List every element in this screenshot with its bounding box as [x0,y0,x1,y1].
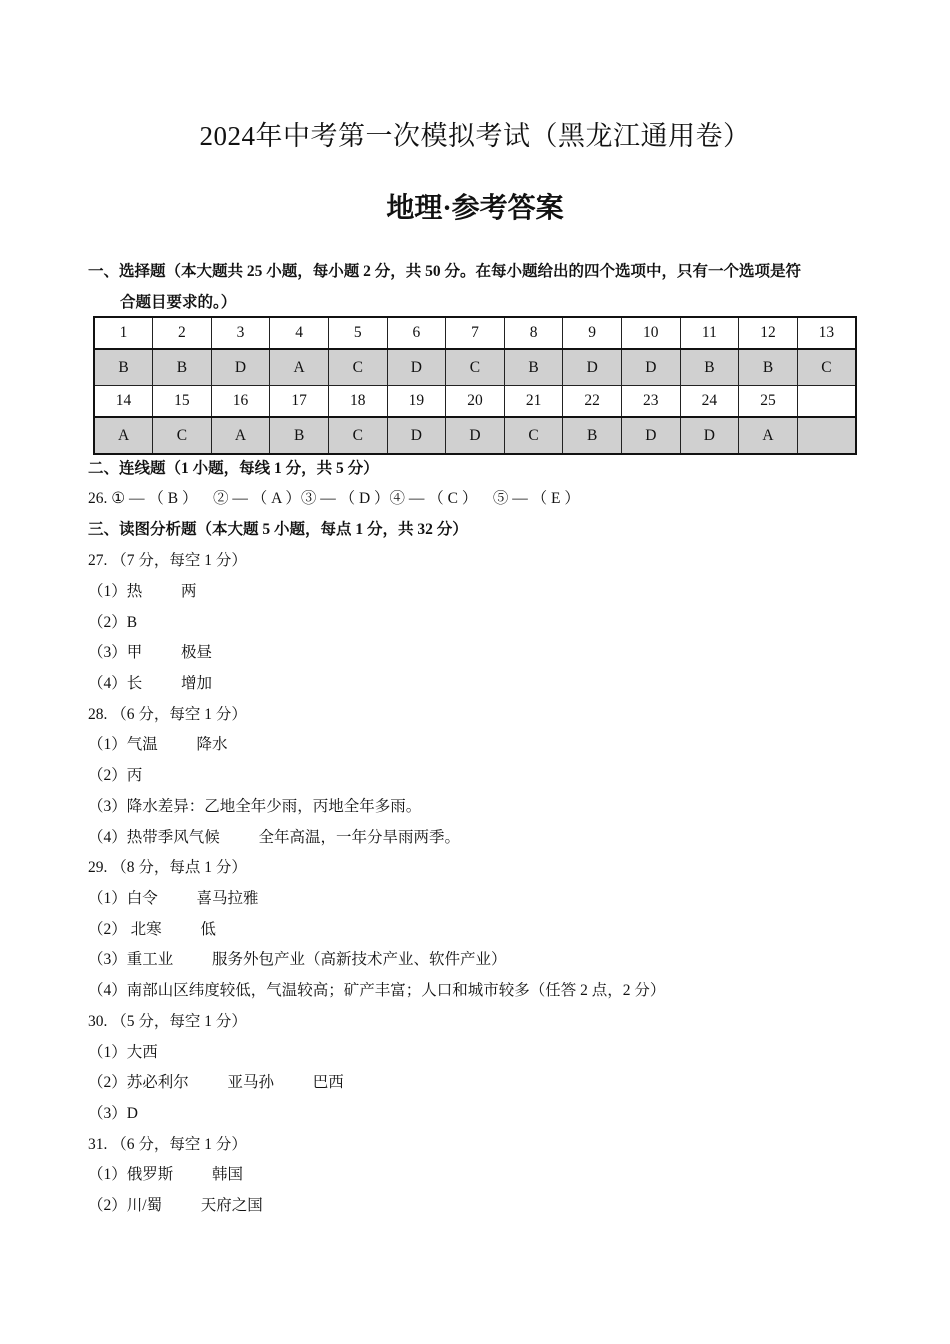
question-number: 9 [563,317,622,349]
answer-cell: D [211,349,270,386]
answer-cell: B [739,349,798,386]
answer-cell: A [211,417,270,454]
answer-cell: C [328,417,387,454]
answer-cell: C [797,349,856,386]
question-number-row [94,386,856,418]
section3-heading: 三、读图分析题（本大题 5 小题，每点 1 分，共 32 分） [88,521,468,538]
answer-line: （2）丙 [88,767,143,784]
answer-line: （3）D [88,1105,138,1122]
answer-cell: B [680,349,739,386]
answer-line: （2）川/蜀 天府之国 [88,1197,263,1214]
answer-line: （2） 北寒 低 [88,921,216,938]
section2-heading: 二、连线题（1 小题，每线 1 分，共 5 分） [88,460,379,477]
answer-line: （4）热带季风气候 全年高温，一年分旱雨两季。 [88,829,461,846]
answer-cell [797,417,856,454]
section1-heading: 一、选择题（本大题共 25 小题，每小题 2 分，共 50 分。在每小题给出的四个选项中，只有一个选项是符 [88,263,802,280]
question-number: 17 [270,386,329,418]
question-number-row [94,317,856,349]
question-number: 7 [446,317,505,349]
question-26-answer: 26. ① — （ B ） ② — （ A ）③ — （ D ）④ — （ C ） ⑤ — （ E ） [88,490,580,507]
question-number: 14 [94,386,153,418]
question-number: 6 [387,317,446,349]
multiple-choice-answer-table [93,316,857,455]
answer-cell: D [680,417,739,454]
answer-cell: A [94,417,153,454]
question-number: 10 [621,317,680,349]
answer-line: （1）气温 降水 [88,736,228,753]
answer-row [94,417,856,454]
answer-cell: C [153,417,212,454]
answer-cell: B [504,349,563,386]
question-30-heading: 30. （5 分，每空 1 分） [88,1013,247,1030]
question-number: 2 [153,317,212,349]
answer-line: （3）降水差异：乙地全年少雨，丙地全年多雨。 [88,798,422,815]
question-number: 25 [739,386,798,418]
question-27-heading: 27. （7 分，每空 1 分） [88,552,247,569]
question-number: 13 [797,317,856,349]
answer-line: （2）苏必利尔 亚马孙 巴西 [88,1074,344,1091]
page-subtitle: 地理·参考答案 [386,193,564,224]
answer-cell: C [504,417,563,454]
answer-line: （1）白令 喜马拉雅 [88,890,259,907]
question-number: 22 [563,386,622,418]
question-number: 1 [94,317,153,349]
question-number: 4 [270,317,329,349]
question-28-heading: 28. （6 分，每空 1 分） [88,706,247,723]
question-number: 12 [739,317,798,349]
answer-line: （3）重工业 服务外包产业（高新技术产业、软件产业） [88,951,507,968]
answer-cell: D [446,417,505,454]
answer-cell: C [446,349,505,386]
question-number: 15 [153,386,212,418]
answer-line: （2）B [88,614,138,631]
answer-cell: D [563,349,622,386]
section1-heading-continued: 合题目要求的。） [120,294,237,311]
answer-cell: B [94,349,153,386]
answer-cell: A [739,417,798,454]
answer-cell: C [328,349,387,386]
answer-cell: A [270,349,329,386]
answer-line: （4）南部山区纬度较低，气温较高；矿产丰富；人口和城市较多（任答 2 点，2 分） [88,982,666,999]
question-number: 18 [328,386,387,418]
question-number: 21 [504,386,563,418]
answer-cell: D [387,417,446,454]
question-number: 5 [328,317,387,349]
answer-cell: B [153,349,212,386]
answer-line: （1）大西 [88,1044,158,1061]
answer-cell: D [621,417,680,454]
answer-line: （1）热 两 [88,583,197,600]
answer-cell: D [387,349,446,386]
question-31-heading: 31. （6 分，每空 1 分） [88,1136,247,1153]
page-title: 2024年中考第一次模拟考试（黑龙江通用卷） [199,121,751,151]
answer-cell: B [563,417,622,454]
question-number: 11 [680,317,739,349]
question-number: 24 [680,386,739,418]
answer-line: （4）长 增加 [88,675,213,692]
answer-cell: D [621,349,680,386]
answer-cell: B [270,417,329,454]
question-number: 19 [387,386,446,418]
question-number: 16 [211,386,270,418]
question-number: 20 [446,386,505,418]
question-number: 3 [211,317,270,349]
answer-line: （1）俄罗斯 韩国 [88,1166,244,1183]
question-number: 8 [504,317,563,349]
question-number [797,386,856,418]
answer-row [94,349,856,386]
question-number: 23 [621,386,680,418]
answer-line: （3）甲 极昼 [88,644,213,661]
question-29-heading: 29. （8 分，每点 1 分） [88,859,247,876]
